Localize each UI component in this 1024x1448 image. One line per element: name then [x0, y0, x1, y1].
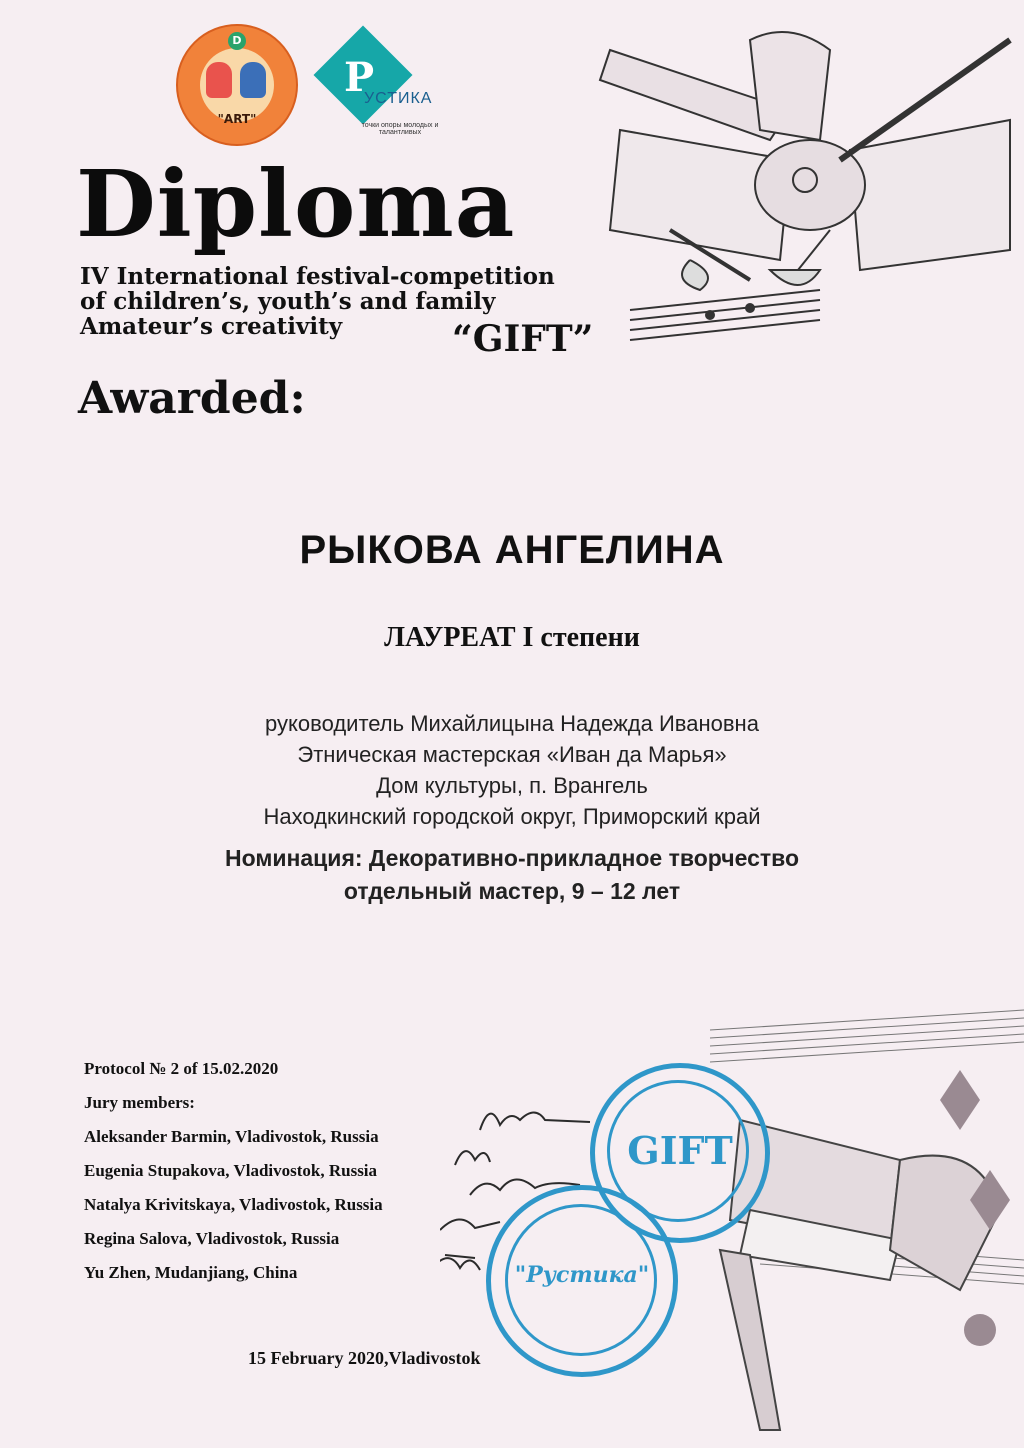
signature [440, 1255, 480, 1270]
detail-line: руководитель Михайлицына Надежда Ивановна [265, 711, 759, 736]
festival-description-line: IV International festival-competition [80, 263, 555, 290]
signature [455, 1151, 490, 1165]
rustika-logo [320, 34, 450, 144]
jury-block [84, 1057, 383, 1295]
jury-member: Regina Salova, Vladivostok, Russia [84, 1229, 340, 1248]
rustika-subtitle: точки опоры молодых и талантливых [361, 122, 439, 136]
festival-description-line: of children’s, youth’s and family [80, 288, 496, 315]
jury-member: Aleksander Barmin, Vladivostok, Russia [84, 1127, 379, 1146]
detail-line: Дом культуры, п. Врангель [376, 773, 648, 798]
recipient-name: РЫКОВА АНГЕЛИНА [299, 528, 725, 572]
issue-date: 15 February 2020,Vladivostok [248, 1348, 481, 1368]
rustika-brand: УСТИКА [364, 90, 433, 107]
jury-member: Natalya Krivitskaya, Vladivostok, Russia [84, 1195, 383, 1214]
jury-member: Eugenia Stupakova, Vladivostok, Russia [84, 1161, 378, 1180]
rustika-letter: Р [344, 54, 375, 101]
festival-name: “GIFT” [452, 318, 594, 360]
nomination-line: отдельный мастер, 9 – 12 лет [343, 878, 681, 904]
logo-child-figure [240, 62, 266, 98]
rustika-stamp [486, 1185, 678, 1377]
detail-line: Этническая мастерская «Иван да Марья» [297, 742, 727, 767]
protocol-number: Protocol № 2 of 15.02.2020 [84, 1059, 279, 1078]
signature [440, 1219, 500, 1230]
award-level: ЛАУРЕАТ I степени [384, 622, 640, 653]
nomination-line: Номинация: Декоративно-прикладное творчество [224, 845, 800, 871]
signature [480, 1113, 590, 1131]
logo-caption: "ART" [217, 112, 257, 126]
jury-member: Yu Zhen, Mudanjiang, China [84, 1263, 298, 1282]
logo-letter: D [228, 32, 246, 50]
jury-label: Jury members: [84, 1093, 195, 1112]
festival-description-line: Amateur’s creativity [80, 313, 343, 340]
music-instruments-illustration [590, 30, 1020, 350]
awarded-label: Awarded: [78, 373, 306, 424]
stamp-text: GIFT [627, 1128, 733, 1173]
diploma-title: Diploma [76, 150, 516, 258]
recipient-details [0, 708, 1024, 832]
nomination [0, 842, 1024, 908]
art-festival-logo [176, 24, 298, 146]
detail-line: Находкинский городской округ, Приморский край [263, 804, 761, 829]
stamp-text: "Рустика" [514, 1262, 650, 1288]
logo-child-figure [206, 62, 232, 98]
